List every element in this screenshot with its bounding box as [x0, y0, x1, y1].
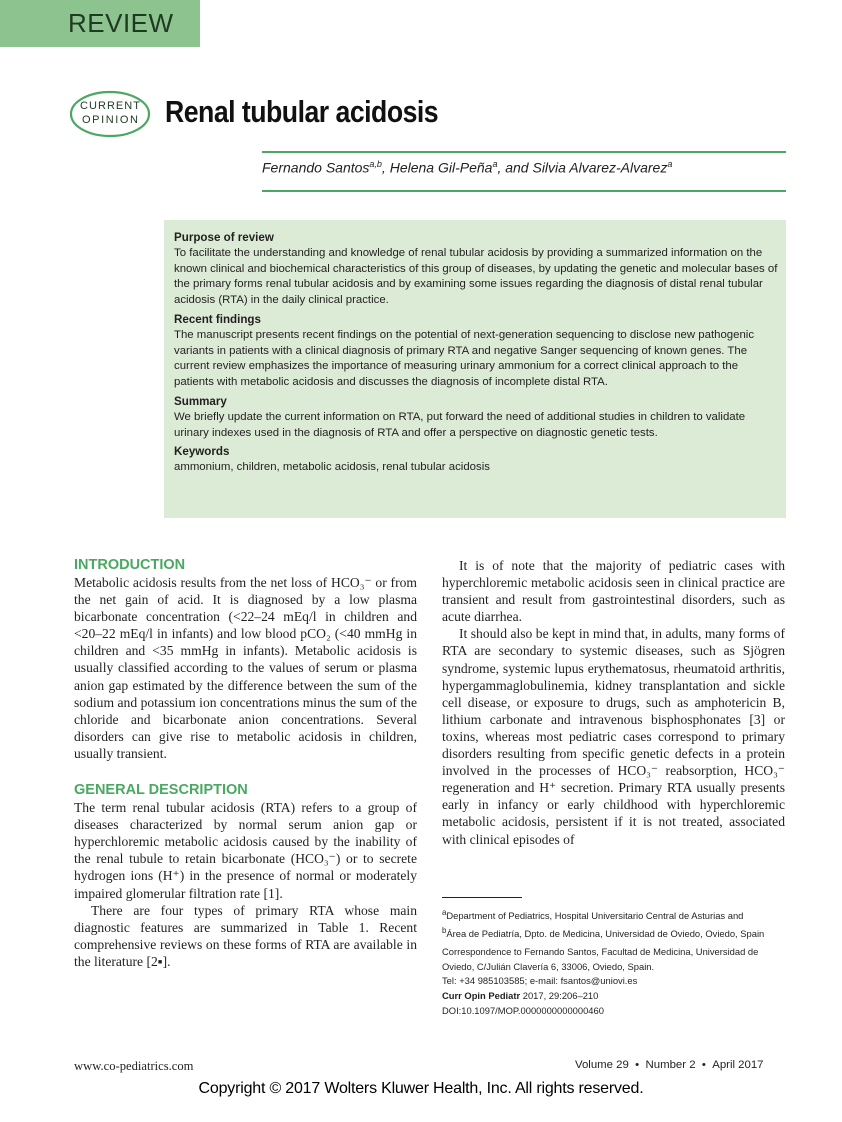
findings-text: The manuscript presents recent findings on the potential of next-generation sequencing to disclose new pathogenic variants in patients with a clinical diagnosis of primary RTA and negative Sanger sequencing of known genes. The current review emphasizes the importance of measuring urinary ammonium for a correct clinical approach to the patients with metabolic acidosis and discusses the diagnosis of incomplete distal RTA.	[174, 328, 755, 389]
section-tab: REVIEW	[0, 0, 200, 47]
contact-info: Tel: +34 985103585; e-mail: fsantos@uniovi.es	[442, 975, 638, 987]
author-name: Helena Gil-Peña	[389, 159, 493, 176]
introduction-heading: INTRODUCTION	[74, 557, 186, 573]
doi: DOI:10.1097/MOP.0000000000000460	[442, 1005, 604, 1017]
keywords-text: ammonium, children, metabolic acidosis, renal tubular acidosis	[174, 461, 490, 474]
issue-info: Volume 29 • Number 2 • April 2017	[575, 1059, 764, 1071]
author-affiliation: a,b	[369, 159, 382, 169]
summary-heading: Summary	[174, 394, 227, 408]
logo-line2: OPINION	[82, 114, 138, 126]
journal-logo	[68, 88, 153, 140]
body-paragraph: It is of note that the majority of pediatric cases with hyperchloremic metabolic acidosis seen in clinical practice are transient and result from gastrointestinal disorders, such as acute diarrhea.	[442, 558, 785, 625]
general-description-heading: GENERAL DESCRIPTION	[74, 782, 248, 799]
affiliation-b: $^b$Área de Pediatría, Dpto. de Medicina, Universidad de Oviedo, Oviedo, Spain	[442, 925, 765, 940]
author-separator: ,	[381, 159, 390, 176]
copyright-notice: Copyright © 2017 Wolters Kluwer Health, Inc. All rights reserved.	[198, 1080, 644, 1097]
affiliation-a: $^a$Department of Pediatrics, Hospital Universitario Central de Asturias and	[442, 908, 744, 922]
logo-line1: CURRENT	[80, 100, 140, 112]
author-separator: , and	[497, 159, 533, 176]
author-list	[262, 159, 672, 176]
findings-heading: Recent findings	[174, 312, 261, 326]
title-rule	[262, 151, 786, 153]
journal-website-link[interactable]: www.co-pediatrics.com	[74, 1059, 194, 1073]
purpose-text: To facilitate the understanding and knowledge of renal tubular acidosis by providing a summarized information on the known clinical and biochemical characteristics of this group of diseases, by updating the genetic and molecular bases of the primary forms renal tubular acidosis and by examining some issues regarding the diagnosis of distal renal tubular acidosis (RTA) in the daily clinical practice.	[174, 246, 778, 307]
summary-text: We briefly update the current information on RTA, put forward the need of additional studies in children to validate urinary indexes used in the diagnosis of RTA and offer a perspective on diagnostic genetic tests.	[174, 410, 746, 439]
right-column	[442, 557, 785, 848]
general-description-paragraph: There are four types of primary RTA whose main diagnostic features are summarized in Table 1. Recent comprehensive reviews on these forms of RTA are available in the literature [2▪].	[74, 902, 417, 969]
general-description-paragraph: The term renal tubular acidosis (RTA) refers to a group of diseases characterized by normal serum anion gap or hyperchloremic metabolic acidosis caused by the inability of the renal tubule to retain bicarbonate (HCO₃⁻) or to secrete hydrogen ions (H⁺) in the presence of normal or moderately impaired glomerular filtration rate [1].	[74, 800, 417, 901]
left-column	[74, 556, 417, 970]
abstract-box	[164, 220, 786, 518]
author-name: Fernando Santos	[262, 159, 370, 176]
footnotes	[442, 906, 788, 1019]
author-affiliation: a	[667, 159, 673, 169]
keywords-heading: Keywords	[174, 445, 230, 459]
author-affiliation: a	[492, 159, 498, 169]
introduction-paragraph: Metabolic acidosis results from the net loss of HCO₃⁻ or from the net gain of acid. It is diagnosed by a low plasma bicarbonate concentration (<22–24 mEq/l in children and <20–22 mEq/l in infants) and low blood pCO₂ (<40 mmHg in children and <35 mmHg in infants). Metabolic acidosis is usually classified according to the values of serum or plasma anion gap estimated by the difference between the sum of the sodium and potassium ion concentrations minus the sum of the chloride and bicarbonate anion concentrations. Several disorders can give rise to metabolic acidosis in children, usually transient.	[74, 575, 417, 761]
journal-logo-icon	[68, 88, 153, 140]
footnote-rule	[442, 897, 522, 898]
citation: Curr Opin Pediatr 2017, 29:206–210	[442, 990, 599, 1002]
author-name: Silvia Alvarez-Alvarez	[532, 159, 668, 176]
purpose-heading: Purpose of review	[174, 231, 274, 244]
correspondence: Correspondence to Fernando Santos, Facultad de Medicina, Universidad de Oviedo, C/Julián Clavería 6, 33006, Oviedo, Spain.	[442, 945, 759, 972]
body-paragraph: It should also be kept in mind that, in adults, many forms of RTA are secondary to systemic diseases, such as Sjögren syndrome, systemic lupus erythematosus, rheumatoid arthritis, hypergammaglobulinemia, kidney transplantation and sickle cell disease, or exposure to drugs, such as amphotericin B, lithium carbonate and intravenous bisphosphonates [3] or toxins, whereas most pediatric cases correspond to primary disorders resulting from specific genetic defects in a protein involved in the processes of HCO₃⁻ reabsorption, HCO₃⁻ regeneration and H⁺ secretion. Primary RTA usually presents early in infancy or early childhood with hyperchloremic metabolic acidosis, persistent if it is not treated, associated with clinical episodes of	[442, 626, 785, 847]
authors-rule	[262, 190, 786, 192]
article-title: Renal tubular acidosis	[165, 94, 439, 129]
